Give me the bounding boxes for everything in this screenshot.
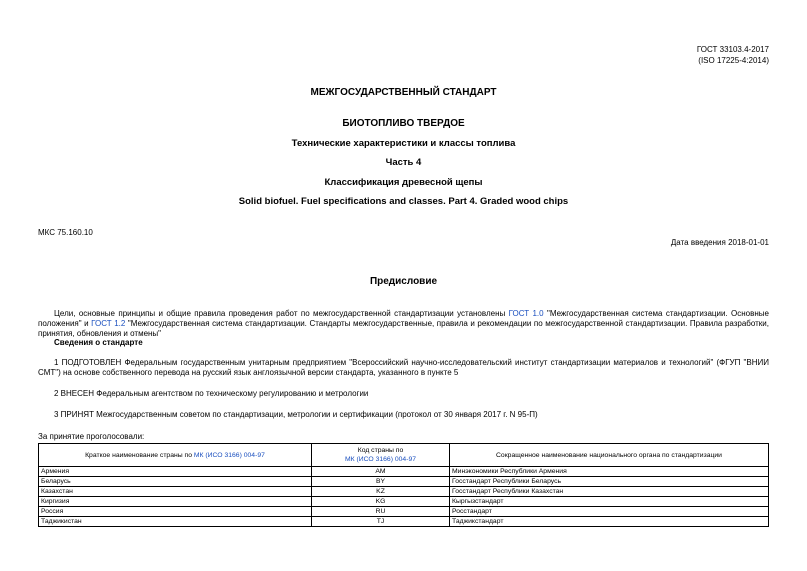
body-cell: Росстандарт	[450, 507, 769, 517]
code-cell: RU	[312, 507, 450, 517]
code-cell: KG	[312, 497, 450, 507]
code-cell: AM	[312, 467, 450, 477]
table-row	[39, 497, 769, 507]
foreword-heading: Предисловие	[369, 276, 438, 287]
country-cell: Россия	[39, 507, 312, 517]
code-cell: TJ	[312, 517, 450, 527]
mk-iso-link[interactable]: МК (ИСО 3166) 004-97	[193, 451, 265, 459]
gost-1-2-link[interactable]: ГОСТ 1.2	[91, 319, 126, 328]
interstate-standard-heading: МЕЖГОСУДАРСТВЕННЫЙ СТАНДАРТ	[310, 87, 497, 98]
table-header-row	[39, 444, 769, 467]
standard-code-block	[697, 44, 769, 66]
foreword-text-b: "Межгосударственная система стандартизации. Основные положения" и	[38, 309, 769, 328]
table-row	[39, 477, 769, 487]
mk-iso-link-2[interactable]: МК (ИСО 3166) 004-97	[344, 456, 417, 463]
code-cell: KZ	[312, 487, 450, 497]
table-row	[39, 487, 769, 497]
body-cell: Госстандарт Республики Беларусь	[450, 477, 769, 487]
country-cell: Казахстан	[39, 487, 312, 497]
country-cell: Армения	[39, 467, 312, 477]
iso-code: (ISO 17225-4:2014)	[698, 56, 769, 65]
body-cell: Таджикстандарт	[450, 517, 769, 527]
foreword-text-c: "Межгосударственная система стандартизации. Стандарты межгосударственные, правила и рекомендации по межгосударственной стандартизации. Правила разработки, принятия, обновления и отмены"	[38, 319, 769, 338]
foreword-paragraph	[38, 309, 769, 339]
info-item-2: 2 ВНЕСЕН Федеральным агентством по техническому регулированию и метрологии	[54, 389, 369, 398]
header-country-code: Код страны по МК (ИСО 3166) 004-97	[312, 444, 450, 467]
code-cell: BY	[312, 477, 450, 487]
document-subtitle: Технические характеристики и классы топлива	[291, 138, 516, 149]
header-national-body: Сокращенное наименование национального органа по стандартизации	[450, 444, 769, 467]
part-title: Классификация древесной щепы	[324, 177, 483, 188]
mks-code: МКС 75.160.10	[38, 228, 93, 237]
standard-code: ГОСТ 33103.4-2017	[696, 45, 769, 54]
country-cell: Киргизия	[39, 497, 312, 507]
standard-info-heading: Сведения о стандарте	[54, 338, 143, 347]
gost-1-0-link[interactable]: ГОСТ 1.0	[508, 309, 544, 318]
header-country-name: Краткое наименование страны по МК (ИСО 3166) 004-97	[39, 444, 312, 467]
foreword-text-a: Цели, основные принципы и общие правила проведения работ по межгосударственной стандартизации установлены	[54, 309, 509, 318]
voting-countries-table	[38, 443, 769, 527]
country-cell: Беларусь	[39, 477, 312, 487]
table-row	[39, 517, 769, 527]
info-item-1: 1 ПОДГОТОВЛЕН Федеральным государственным унитарным предприятием "Всероссийский научно-исследовательский институт стандартизации материалов и технологий" (ФГУП "ВНИИ СМТ") на основе собственного перевода на русский язык англоязычной версии стандарта, указанного в пункте 5	[38, 358, 769, 377]
body-cell: Госстандарт Республики Казахстан	[450, 487, 769, 497]
table-row	[39, 467, 769, 477]
document-title: БИОТОПЛИВО ТВЕРДОЕ	[342, 118, 465, 129]
body-cell: Кыргызстандарт	[450, 497, 769, 507]
voted-label: За принятие проголосовали:	[38, 432, 145, 441]
info-item-3: 3 ПРИНЯТ Межгосударственным советом по стандартизации, метрологии и сертификации (протокол от 30 января 2017 г. N 95-П)	[54, 410, 538, 419]
english-title: Solid biofuel. Fuel specifications and classes. Part 4. Graded wood chips	[238, 196, 569, 207]
table-row	[39, 507, 769, 517]
document-part: Часть 4	[385, 157, 422, 168]
country-cell: Таджикистан	[39, 517, 312, 527]
introduction-date: Дата введения 2018-01-01	[670, 238, 769, 247]
body-cell: Минэкономики Республики Армения	[450, 467, 769, 477]
